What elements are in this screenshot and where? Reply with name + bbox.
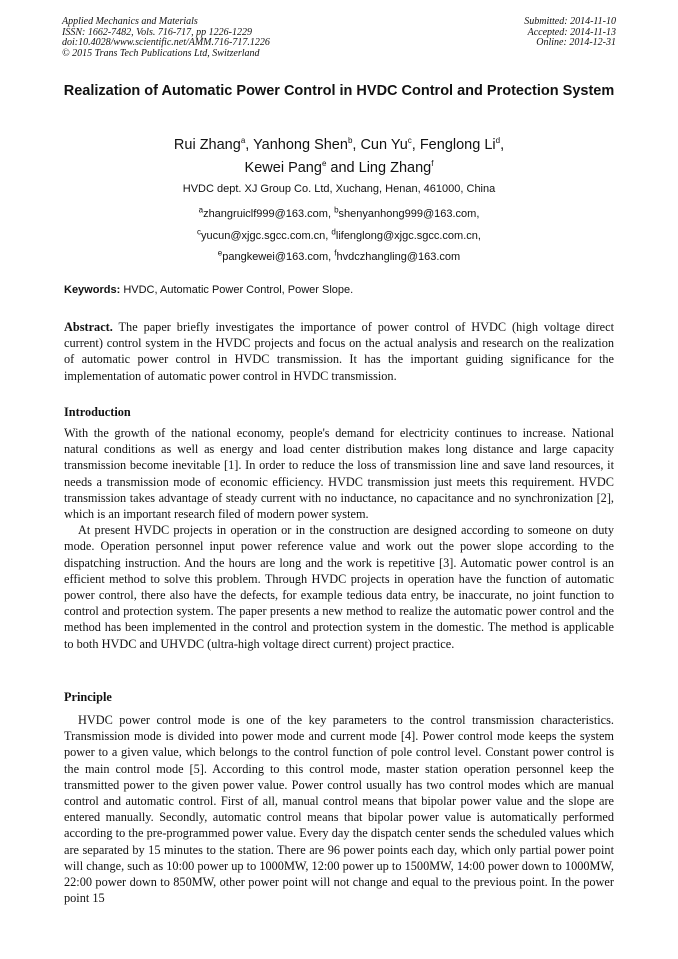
email-separator: , xyxy=(325,229,332,242)
email-separator: , xyxy=(327,208,335,220)
journal-name: Applied Mechanics and Materials xyxy=(62,16,198,27)
email-list xyxy=(62,204,616,269)
submitted-date: Submitted: 2014-11-10 xyxy=(524,16,616,27)
author-separator: , xyxy=(352,137,361,153)
author-name: Rui Zhang xyxy=(173,137,241,153)
email-address: zhangruiclf999@163.com xyxy=(203,208,328,220)
author-list xyxy=(62,134,616,180)
author-mark: b xyxy=(347,136,353,146)
affiliation: HVDC dept. XJ Group Co. Ltd, Xuchang, Henan, 461000, China xyxy=(182,183,496,195)
email-separator: , xyxy=(477,229,481,242)
author-name: Cun Yu xyxy=(360,137,408,153)
author-name: Fenglong Li xyxy=(419,137,496,153)
paragraph: HVDC power control mode is one of the key parameters to the control transmission characteristics. Transmission mode is divided into power mode and current mode [4]. Power control mode keeps the system power to a given value, which belongs to the control function of pole control level. Constant power control is the main control mode [5]. According to this control mode, master station operation personnel keep the transmitted power to the given power value. Power control usually has two control modes which are manual control and automatic control. First of all, manual control means that bipolar power value and the slope are entered manually. Secondly, automatic control means that bipolar power value is automatically performed according to the pre-programmed power value. Every day the dispatch center sends the scheduled values which are separated by 15 minutes to the station. There are 96 power points each day, which only partial power point will change, such as 10:00 power up to 1000MW, 12:00 power up to 1500MW, 14:00 power down to 1000MW, 22:00 power down to 850MW, other power point will not change and equal to the previous point. In the power point 15 xyxy=(64,713,614,906)
email-address: pangkewei@163.com xyxy=(222,251,329,263)
online-date: Online: 2014-12-31 xyxy=(536,37,616,49)
email-mark: d xyxy=(331,226,336,236)
author-mark: e xyxy=(321,159,327,169)
issn-line: ISSN: 1662-7482, Vols. 716-717, pp 1226-1229 xyxy=(62,26,252,38)
accepted-date: Accepted: 2014-11-13 xyxy=(527,26,616,38)
author-mark: a xyxy=(240,136,246,146)
email-mark: f xyxy=(334,248,337,258)
keywords-label: Keywords: xyxy=(64,284,121,296)
email-line xyxy=(62,204,616,226)
dates-header xyxy=(524,17,616,49)
doi-line: doi:10.4028/www.scientific.net/AMM.716-717.1226 xyxy=(62,37,270,49)
email-mark: c xyxy=(197,226,202,236)
abstract-text: The paper briefly investigates the importance of power control of HVDC (high voltage direct current) control system in the HVDC projects and focus on the actual analysis and research on the realization of automatic power control in HVDC transmission. It has the important guiding significance for the implementation of automatic power control in HVDC transmission. xyxy=(64,320,615,383)
author-separator: , xyxy=(245,137,254,153)
author-mark: d xyxy=(495,136,501,146)
keywords-text: HVDC, Automatic Power Control, Power Slope. xyxy=(123,284,354,296)
author-separator: and xyxy=(326,160,359,176)
principle-heading: Principle xyxy=(64,690,112,704)
author-mark: f xyxy=(431,159,434,169)
principle-body xyxy=(64,712,614,906)
author-separator: , xyxy=(411,137,420,153)
email-address: lifenglong@xjgc.sgcc.com.cn xyxy=(335,229,478,242)
paragraph: With the growth of the national economy, people's demand for electricity continues to increase. National natural conditions as well as energy and load center distribution makes long distance and large capacity transmission become inevitable [1]. In order to reduce the loss of transmission line and save land resources, it needs a transmission mode of economic efficiency. HVDC transmission just meets this requirement. HVDC transmission takes advantage of steady current with no inductance, no capacitance and no synchronization [2], which is an important research filed of modern power system. xyxy=(64,426,614,522)
email-mark: a xyxy=(198,205,204,215)
author-separator: , xyxy=(500,137,505,153)
keywords xyxy=(64,283,614,297)
email-mark: e xyxy=(217,248,223,258)
author-mark: c xyxy=(407,136,412,146)
introduction-heading: Introduction xyxy=(64,405,131,419)
abstract xyxy=(64,319,614,384)
author-name: Yanhong Shen xyxy=(253,137,348,153)
author-name: Kewei Pang xyxy=(244,160,322,176)
copyright-line: © 2015 Trans Tech Publications Ltd, Switzerland xyxy=(62,47,260,59)
paragraph: At present HVDC projects in operation or in the construction are designed according to someone on duty mode. Operation personnel input power reference value and work out the power slope according to the dispatching instruction. And the hours are long and the work is repetitive [3]. Automatic power control is an efficient method to solve this problem. Through HVDC projects in operation have the function of automatic power control, there also have the defects, for example tedious data entry, be inaccurate, no joint function to control and protection system. The paper presents a new method to realize the automatic power control and the method has been implemented in the control and protection system in the domestic. The method is applicable to both HVDC and UHVDC (ultra-high voltage direct current) project practice. xyxy=(64,523,614,651)
author-name: Ling Zhang xyxy=(358,160,432,176)
email-mark: b xyxy=(334,205,339,215)
email-separator: , xyxy=(476,208,480,220)
abstract-label: Abstract. xyxy=(64,320,113,334)
email-address: shenyanhong999@163.com xyxy=(338,208,477,220)
email-address: yucun@xjgc.sgcc.com.cn xyxy=(201,229,326,242)
introduction-body xyxy=(64,425,614,652)
email-separator: , xyxy=(328,251,335,263)
paper-title: Realization of Automatic Power Control in HVDC Control and Protection System xyxy=(63,83,615,99)
email-line xyxy=(62,226,616,248)
journal-header xyxy=(62,17,270,59)
email-address: hvdczhangling@163.com xyxy=(336,251,461,263)
email-line xyxy=(62,247,616,269)
